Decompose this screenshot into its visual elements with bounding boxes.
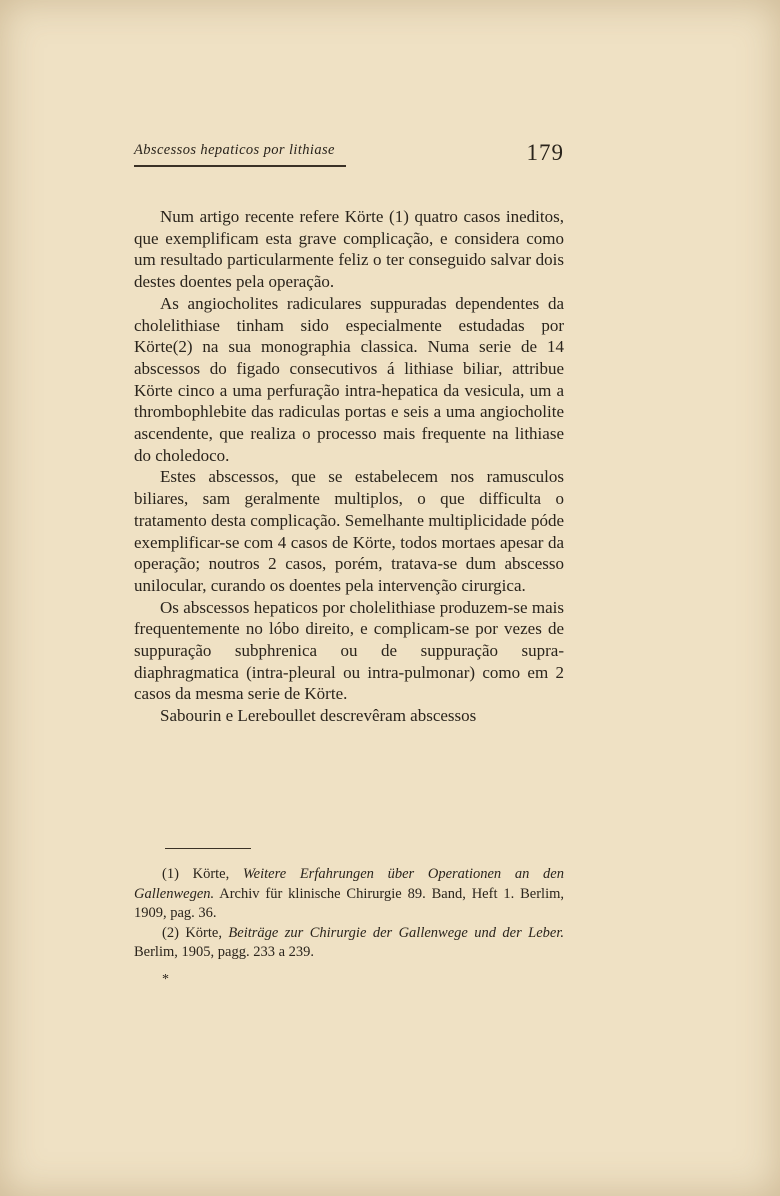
footnote [134,924,564,963]
footnote-rest: Berlim, 1905, pagg. 233 a 239. [134,944,315,960]
body-text [134,206,564,727]
paragraph: Estes abscessos, que se estabelecem nos ramusculos biliares, sam geralmente multiplos, o que difficulta o tratamento desta complicação. Semelhante multiplicidade póde exemplificar-se com 4 casos de Körte, todos mortaes apesar da operação; noutros 2 casos, porém, tratava-se dum abscesso unilocular, curando os doentes pela intervenção cirurgica. [134,467,564,595]
paragraph: Os abscessos hepaticos por cholelithiase produzem-se mais frequentemente no lóbo direito, e complicam-se por vezes de suppuração subphrenica ou de suppuração supra-diaphragmatica (intra-pleural ou intra-pulmonar) como em 2 casos da mesma serie de Körte. [134,597,564,704]
footnote-marker: (1) Körte, [162,866,230,882]
page-header [134,138,564,168]
footnote-divider [165,848,251,849]
footnote-title: Beiträge zur Chirurgie der Gallenwege und der Leber. [228,924,565,941]
asterisk-mark: * [162,972,169,987]
paragraph: Sabourin e Lereboullet descrevêram abscessos [160,706,477,726]
running-title: Abscessos hepaticos por lithiase [134,142,346,167]
footnote-rest: Archiv für klinische Chirurgie 89. Band, Heft 1. Berlim, 1909, pag. 36. [134,885,565,921]
page-number: 179 [526,140,564,165]
footnotes [134,865,564,963]
footnote-title: Weitere Erfahrungen über Operationen an den Gallenwegen. [134,866,564,902]
paragraph: As angiocholites radiculares suppuradas dependentes da cholelithiase tinham sido especialmente estudadas por Körte(2) na sua monographia classica. Numa serie de 14 abscessos do figado consecutivos á lithiase biliar, attribue Körte cinco a uma perfuração intra-hepatica da vesicula, um a thrombophlebite das radiculas portas e seis a uma angiocholite ascendente, que realiza o processo mais frequente na lithiase do choledoco. [134,293,564,465]
footnote [134,865,564,924]
paragraph: Num artigo recente refere Körte (1) quatro casos ineditos, que exemplificam esta grave complicação, e considera como um resultado particularmente feliz o ter conseguido salvar dois destes doentes pela operação. [134,207,564,292]
footnote-marker: (2) Körte, [162,924,222,941]
